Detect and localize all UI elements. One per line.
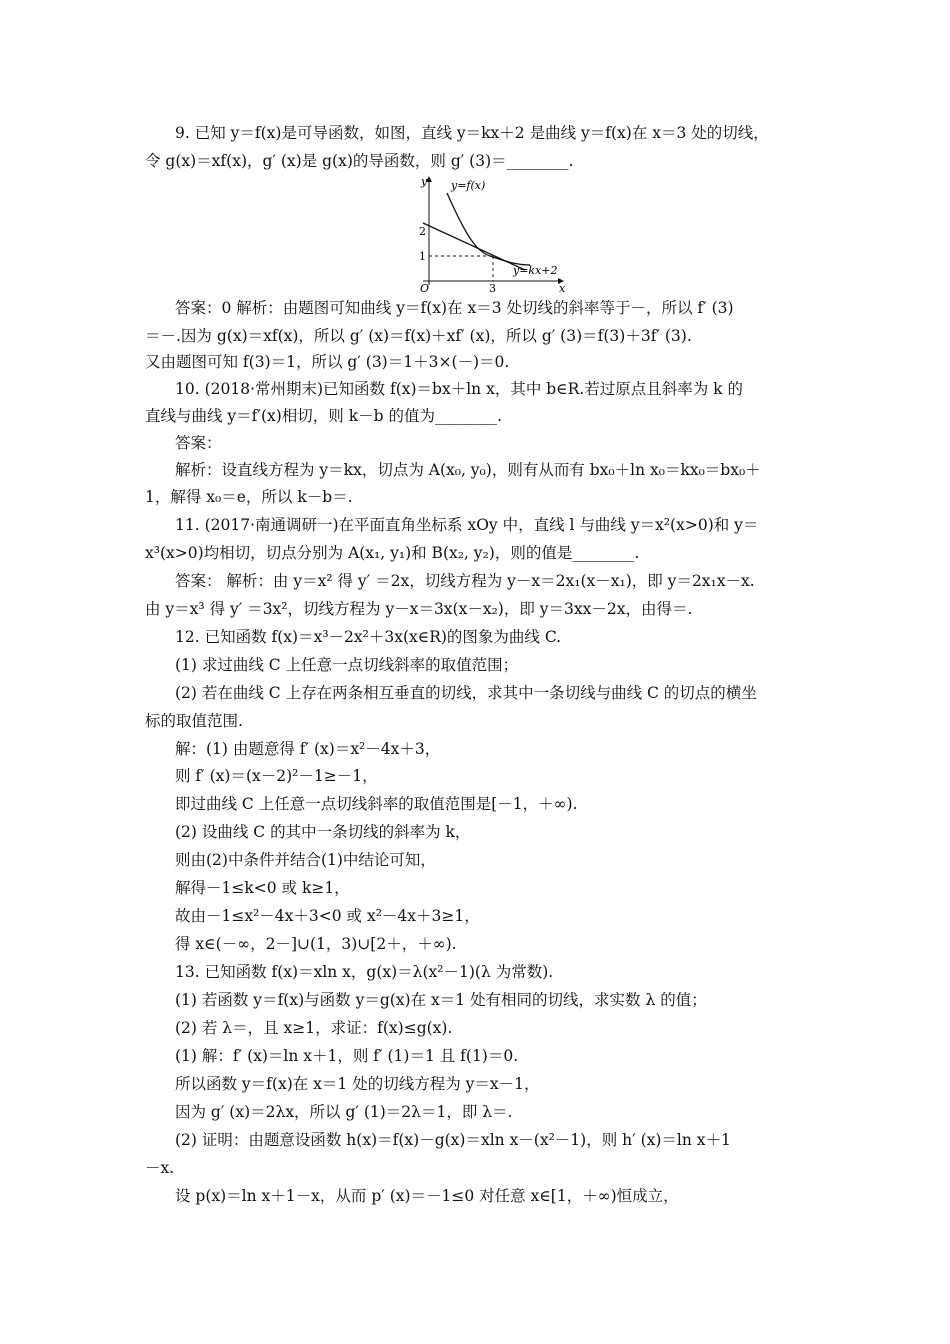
problem-13-solution-3: 因为 g′ (x)＝2λx，所以 g′ (1)＝2λ＝1，即 λ＝. xyxy=(175,1103,513,1121)
problem-10-answer: 答案： xyxy=(175,434,222,452)
tick-label-1: 1 xyxy=(419,250,426,263)
curve-f xyxy=(447,193,530,265)
problem-9-line-2: 令 g(x)＝xf(x)，g′ (x)是 g(x)的导函数，则 g′ (3)＝________. xyxy=(145,152,574,170)
tick-label-2: 2 xyxy=(419,225,426,238)
problem-12-part-2: (2) 若在曲线 C 上存在两条相互垂直的切线，求其中一条切线与曲线 C 的切点的横坐 xyxy=(175,684,757,702)
problem-12-solution-8: 得 x∈(－∞，2－]∪(1，3)∪[2＋，＋∞). xyxy=(175,935,457,953)
problem-12-solution-7: 故由－1≤x²－4x＋3<0 或 x²－4x＋3≥1， xyxy=(175,907,480,925)
problem-10-analysis-2: 1，解得 x₀＝e，所以 k－b＝. xyxy=(145,488,353,506)
problem-13-proof-1: (2) 证明：由题意设函数 h(x)＝f(x)－g(x)＝xln x－(x²－1)，则 h′ (x)＝ln x＋1 xyxy=(175,1131,731,1149)
problem-12-line-1: 12. 已知函数 f(x)＝x³－2x²＋3x(x∈R)的图象为曲线 C. xyxy=(175,628,562,646)
problem-10-analysis: 解析：设直线方程为 y＝kx，切点为 A(x₀, y₀)，则有从而有 bx₀＋ln x₀＝kx₀＝bx₀＋ xyxy=(175,461,761,479)
problem-12-solution-3: 即过曲线 C 上任意一点切线斜率的取值范围是[－1，＋∞). xyxy=(175,795,578,813)
problem-13-part-1: (1) 若函数 y＝f(x)与函数 y＝g(x)在 x＝1 处有相同的切线，求实数 λ 的值； xyxy=(175,991,707,1009)
problem-11-line-2: x³(x>0)均相切，切点分别为 A(x₁, y₁)和 B(x₂, y₂)，则的值是________. xyxy=(145,544,640,562)
problem-12-solution-4: (2) 设曲线 C 的其中一条切线的斜率为 k， xyxy=(175,823,471,841)
problem-13-solution-2: 所以函数 y＝f(x)在 x＝1 处的切线方程为 y＝x－1， xyxy=(175,1075,540,1093)
line-label: y=kx+2 xyxy=(513,264,558,277)
problem-13-part-2: (2) 若 λ＝，且 x≥1，求证：f(x)≤g(x). xyxy=(175,1019,453,1037)
problem-11-line-1: 11. (2017·南通调研一)在平面直角坐标系 xOy 中，直线 l 与曲线 y＝x²(x>0)和 y＝ xyxy=(175,516,759,534)
curve-label: y=f(x) xyxy=(451,179,486,192)
problem-12-solution-5: 则由(2)中条件并结合(1)中结论可知， xyxy=(175,851,436,869)
origin-label: O xyxy=(420,282,430,293)
problem-11-answer-2: 由 y＝x³ 得 y′ ＝3x²，切线方程为 y－x＝3x(x－x₂)，即 y＝3xx－2x，由得＝. xyxy=(145,600,693,618)
problem-11-answer: 答案： 解析：由 y＝x² 得 y′ ＝2x，切线方程为 y－x＝2x₁(x－x₁)，即 y＝2x₁x－x. xyxy=(175,572,755,590)
problem-9-answer-2: ＝－.因为 g(x)＝xf(x)，所以 g′ (x)＝f(x)＋xf′ (x)，所以 g′ (3)＝f(3)＋3f′ (3). xyxy=(145,327,692,345)
problem-9-answer-3: 又由题图可知 f(3)＝1，所以 g′ (3)＝1＋3×(－)＝0. xyxy=(145,353,510,371)
tangent-line-figure xyxy=(385,173,575,293)
y-axis-label: y xyxy=(421,175,428,188)
tick-label-3: 3 xyxy=(489,282,496,293)
problem-10-line-1: 10. (2018·常州期末)已知函数 f(x)＝bx＋ln x，其中 b∈R.若过原点且斜率为 k 的 xyxy=(175,380,743,398)
problem-10-line-2: 直线与曲线 y＝f′(x)相切，则 k－b 的值为________. xyxy=(145,407,502,425)
problem-12-solution-2: 则 f′ (x)＝(x－2)²－1≥－1， xyxy=(175,767,378,785)
x-axis-label: x xyxy=(559,282,566,293)
problem-12-solution-6: 解得－1≤k<0 或 k≥1， xyxy=(175,879,350,897)
problem-13-proof-3: 设 p(x)＝ln x＋1－x，从而 p′ (x)＝－1≤0 对任意 x∈[1，＋∞)恒成立， xyxy=(175,1187,679,1205)
figure-svg xyxy=(385,173,575,293)
problem-9-answer: 答案：0 解析：由题图可知曲线 y＝f(x)在 x＝3 处切线的斜率等于－，所以 f′ (3) xyxy=(175,299,734,317)
problem-9-line-1: 9. 已知 y＝f(x)是可导函数，如图，直线 y＝kx＋2 是曲线 y＝f(x)在 x＝3 处的切线， xyxy=(175,124,769,142)
problem-12-part-1: (1) 求过曲线 C 上任意一点切线斜率的取值范围； xyxy=(175,656,519,674)
problem-12-part-2-cont: 标的取值范围. xyxy=(145,712,243,730)
problem-12-solution-1: 解：(1) 由题意得 f′ (x)＝x²－4x＋3， xyxy=(175,740,441,758)
problem-13-proof-2: －x. xyxy=(145,1159,175,1177)
tangent-line xyxy=(423,223,525,270)
problem-13-solution-1: (1) 解：f′ (x)＝ln x＋1，则 f′ (1)＝1 且 f(1)＝0. xyxy=(175,1047,519,1065)
problem-13-line-1: 13. 已知函数 f(x)＝xln x，g(x)＝λ(x²－1)(λ 为常数). xyxy=(175,963,554,981)
